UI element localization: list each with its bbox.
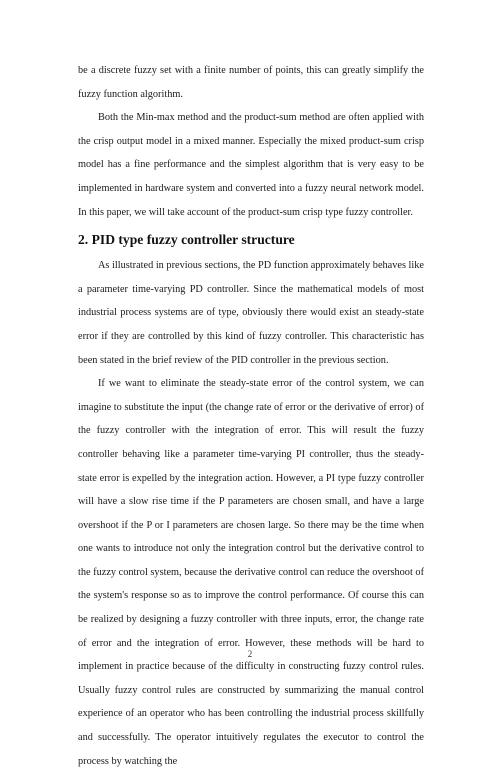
section-heading: 2. PID type fuzzy controller structure: [78, 232, 295, 248]
body-text: [78, 59, 424, 773]
paragraph-continuation: be a discrete fuzzy set with a finite number of points, this can greatly simplify the fuzzy function algorithm.: [78, 65, 424, 100]
page-number: 2: [247, 649, 253, 659]
paragraph-min-max-method: Both the Min-max method and the product-sum method are often applied with the crisp output model in a mixed manner. Especially the mixed product-sum crisp model has a fine performance and the simplest algorithm that is very easy to be implemented in hardware system and converted into a fuzzy neural network model. In this paper, we will take account of the product-sum crisp type fuzzy controller.: [78, 112, 424, 218]
paragraph-steady-state-error: If we want to eliminate the steady-state error of the control system, we can imagine to substitute the input (the change rate of error or the derivative of error) of the fuzzy controller with the integration of error. This will result the fuzzy controller behaving like a parameter time-varying PI controller, thus the steady-state error is expelled by the integration action. However, a PI type fuzzy controller will have a slow rise time if the P parameters are chosen small, and have a large overshoot if the P or I parameters are chosen large. So there may be the time when one wants to introduce not only the integration control but the derivative control to the fuzzy control system, because the derivative control can reduce the overshoot of the system's response so as to improve the control performance. Of course this can be realized by designing a fuzzy controller with three inputs, error, the change rate of error and the integration of error. However, these methods will be hard to implement in practice because of the difficulty in constructing fuzzy control rules. Usually fuzzy control rules are constructed by summarizing the manual control experience of an operator who has been controlling the industrial process skillfully and successfully. The operator intuitively regulates the executor to control the process by watching the: [78, 378, 424, 767]
paragraph-pd-function: As illustrated in previous sections, the PD function approximately behaves like a parameter time-varying PD controller. Since the mathematical models of most industrial process systems are of type, obviously there would exist an steady-state error if they are controlled by this kind of fuzzy controller. This characteristic has been stated in the brief review of the PID controller in the previous section.: [78, 260, 424, 366]
